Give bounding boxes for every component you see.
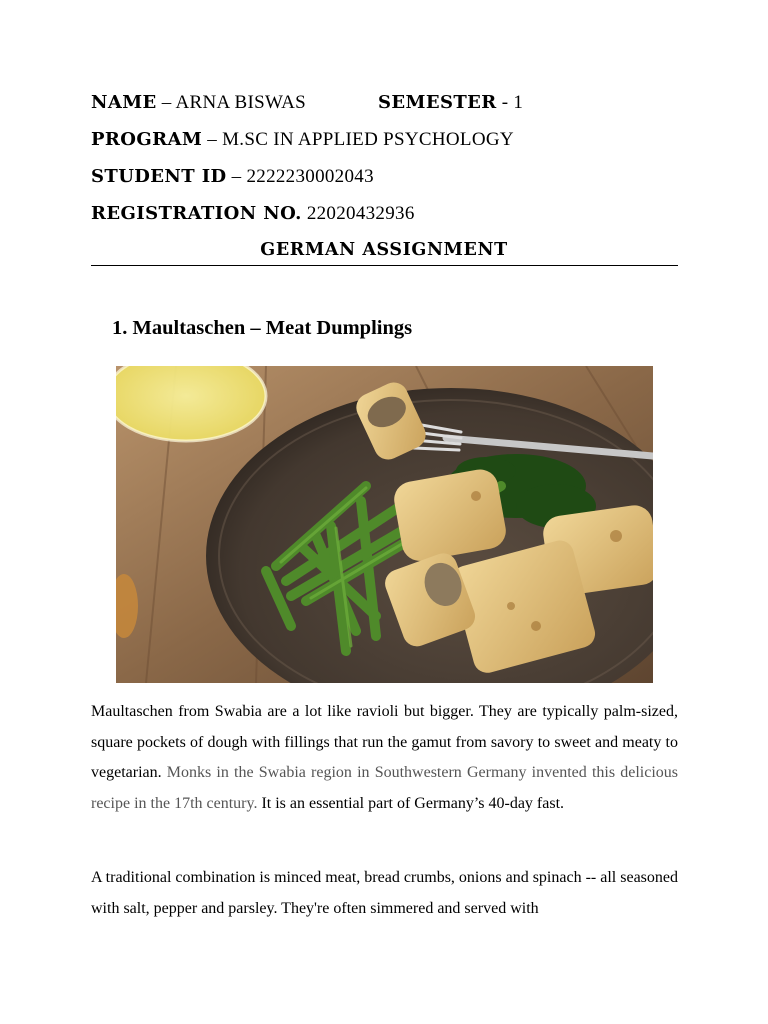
assignment-title: GERMAN ASSIGNMENT [260,240,508,260]
program-label: PROGRAM [91,129,203,150]
paragraph-1-part-c: It is an essential part of Germany’s 40-day fast. [257,794,565,812]
section-heading: 1. Maultaschen – Meat Dumplings [112,317,413,339]
registration-line [91,203,415,225]
paragraph-2: A traditional combination is minced meat, bread crumbs, onions and spinach -- all seasoned with salt, pepper and parsley. They're often simmered and served with [91,869,678,917]
maultaschen-photo [116,366,653,683]
semester-value: - 1 [496,92,524,113]
name-line [91,92,306,114]
program-value: – M.SC IN APPLIED PSYCHOLOGY [202,129,514,150]
student-id-label: STUDENT ID [91,166,227,187]
paragraph-1 [91,697,678,819]
name-value: – ARNA BISWAS [156,92,307,113]
paragraph-1-part-a: Maultaschen from Swabia are a lot like ravioli but bigger. They are typically palm-sized, square pockets of dough with fillings that run the gamut from savory to sweet and meaty to vegetarian. [91,703,678,782]
name-label: NAME [91,92,157,113]
title-rule [91,265,678,266]
semester-label: SEMESTER [378,92,497,113]
student-id-value: – 2222230002043 [226,166,374,187]
registration-value: 22020432936 [301,203,415,224]
registration-label: REGISTRATION NO. [91,203,302,224]
program-line [91,129,514,151]
paragraph-1-part-b: Monks in the Swabia region in Southwestern Germany invented this delicious recipe in the 17th century. [91,764,678,812]
student-id-line [91,166,374,188]
semester-line [378,92,523,114]
